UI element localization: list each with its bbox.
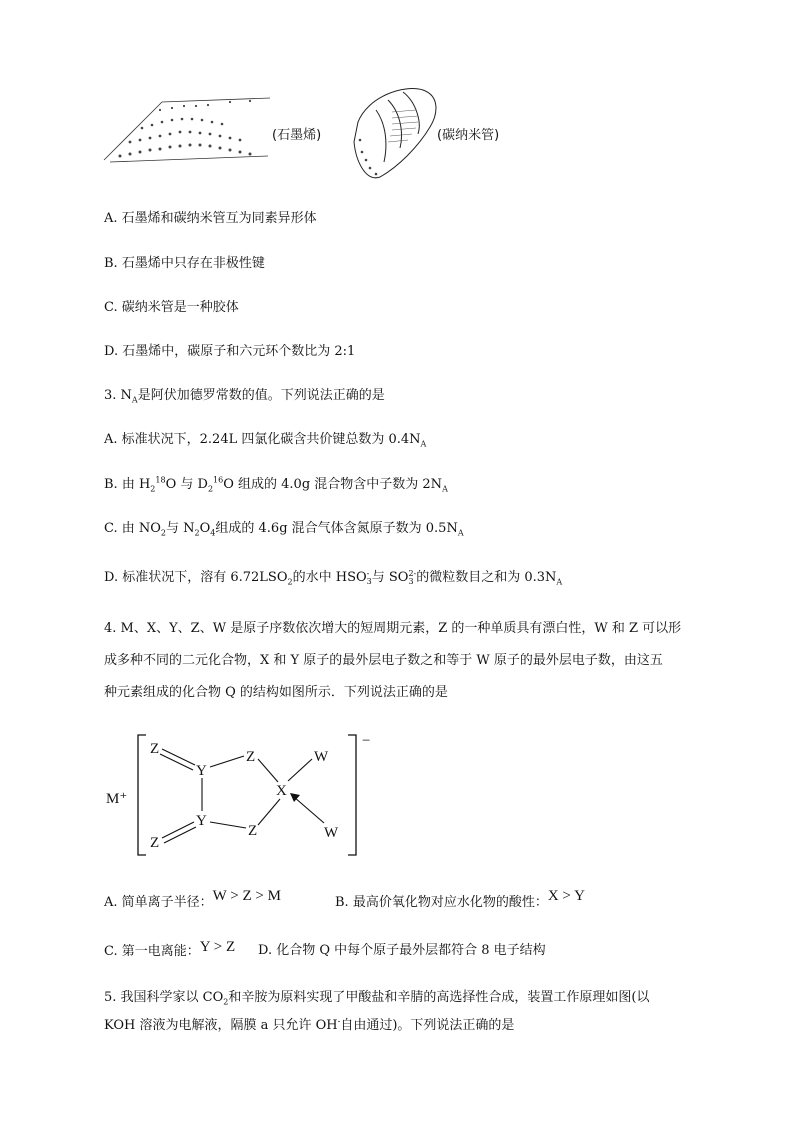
q4-option-a: A. 简单离子半径：W > Z > M bbox=[104, 888, 281, 910]
q3-option-c: C. 由 $NO_2$与 $N_2O_4$组成的 4.6g 混合气体含氮原子数为 $0.5N_A$ bbox=[104, 521, 464, 538]
q4-option-b-math: X > Y bbox=[547, 888, 585, 904]
q2-option-a: A. 石墨烯和碳纳米管互为同素异形体 bbox=[104, 211, 317, 226]
graphene-sketch bbox=[100, 92, 275, 172]
nanotube-sketch bbox=[348, 82, 440, 184]
graphene-label: (石墨烯) bbox=[272, 128, 322, 143]
q5-line-1: 5. 我国科学家以 $CO_2$和辛胺为原料实现了甲酸盐和辛腈的高选择性合成，装置工作原理如图(以 bbox=[104, 990, 650, 1007]
cation-m-label: M⁺ bbox=[106, 791, 128, 807]
q4-option-b: B. 最高价氧化物对应水化物的酸性：X > Y bbox=[335, 888, 585, 910]
atom-z-bottom-left: Z bbox=[150, 835, 160, 851]
atom-x-center: X bbox=[276, 783, 287, 799]
nanotube-label: (碳纳米管) bbox=[437, 128, 500, 143]
q4-line-1: 4. M、X、Y、Z、W 是原子序数依次增大的短周期元素，Z 的一种单质具有漂白性，W 和 Z 可以形 bbox=[104, 621, 682, 636]
q3-option-b: B. 由 $H_2^{18}O$ 与 $D_2^{16}O$ 组成的 4.0g 混合物含中子数为 $2N_A$ bbox=[104, 475, 448, 494]
q4-line-2: 成多种不同的二元化合物，X 和 Y 原子的最外层电子数之和等于 W 原子的最外层电子数，由这五 bbox=[104, 653, 663, 668]
atom-z-top-left: Z bbox=[150, 741, 160, 757]
compound-q-structure bbox=[100, 725, 380, 865]
atom-y-bottom: Y bbox=[196, 813, 207, 829]
atom-z-top-mid: Z bbox=[246, 749, 256, 765]
q4-option-c-math: Y > Z bbox=[199, 939, 236, 955]
q4-option-a-math: W > Z > M bbox=[212, 888, 281, 904]
atom-w-bottom: W bbox=[324, 825, 339, 841]
q2-option-b: B. 石墨烯中只存在非极性键 bbox=[104, 256, 265, 271]
q5-line-2: KOH 溶液为电解液，隔膜 a 只允许 OH-自由通过)。下列说法正确的是 bbox=[104, 1016, 515, 1033]
q4-option-d: D. 化合物 Q 中每个原子最外层都符合 8 电子结构 bbox=[258, 943, 546, 958]
q2-option-c: C. 碳纳米管是一种胶体 bbox=[104, 300, 239, 315]
q4-option-c: C. 第一电离能：Y > Z bbox=[104, 939, 236, 959]
atom-w-top: W bbox=[314, 749, 329, 765]
q3-option-a: A. 标准状况下，2.24L 四氯化碳含共价键总数为 $0.4N_A$ bbox=[104, 432, 427, 449]
atom-z-bottom-mid: Z bbox=[248, 823, 258, 839]
q3-stem: 3. $N_A$是阿伏加德罗常数的值。下列说法正确的是 bbox=[104, 388, 385, 405]
q2-option-d: D. 石墨烯中，碳原子和六元环个数比为 2:1 bbox=[104, 344, 356, 359]
atom-y-top: Y bbox=[196, 763, 207, 779]
q3-option-d: D. 标准状况下，溶有 $6.72LSO_2$的水中 HSO - 3 与 SO 2- 3 的微粒数目之和为 $0.3N_A$ bbox=[104, 568, 563, 587]
q4-line-3: 种元素组成的化合物 Q 的结构如图所示．下列说法正确的是 bbox=[104, 685, 448, 700]
anion-charge-label: − bbox=[362, 733, 371, 749]
